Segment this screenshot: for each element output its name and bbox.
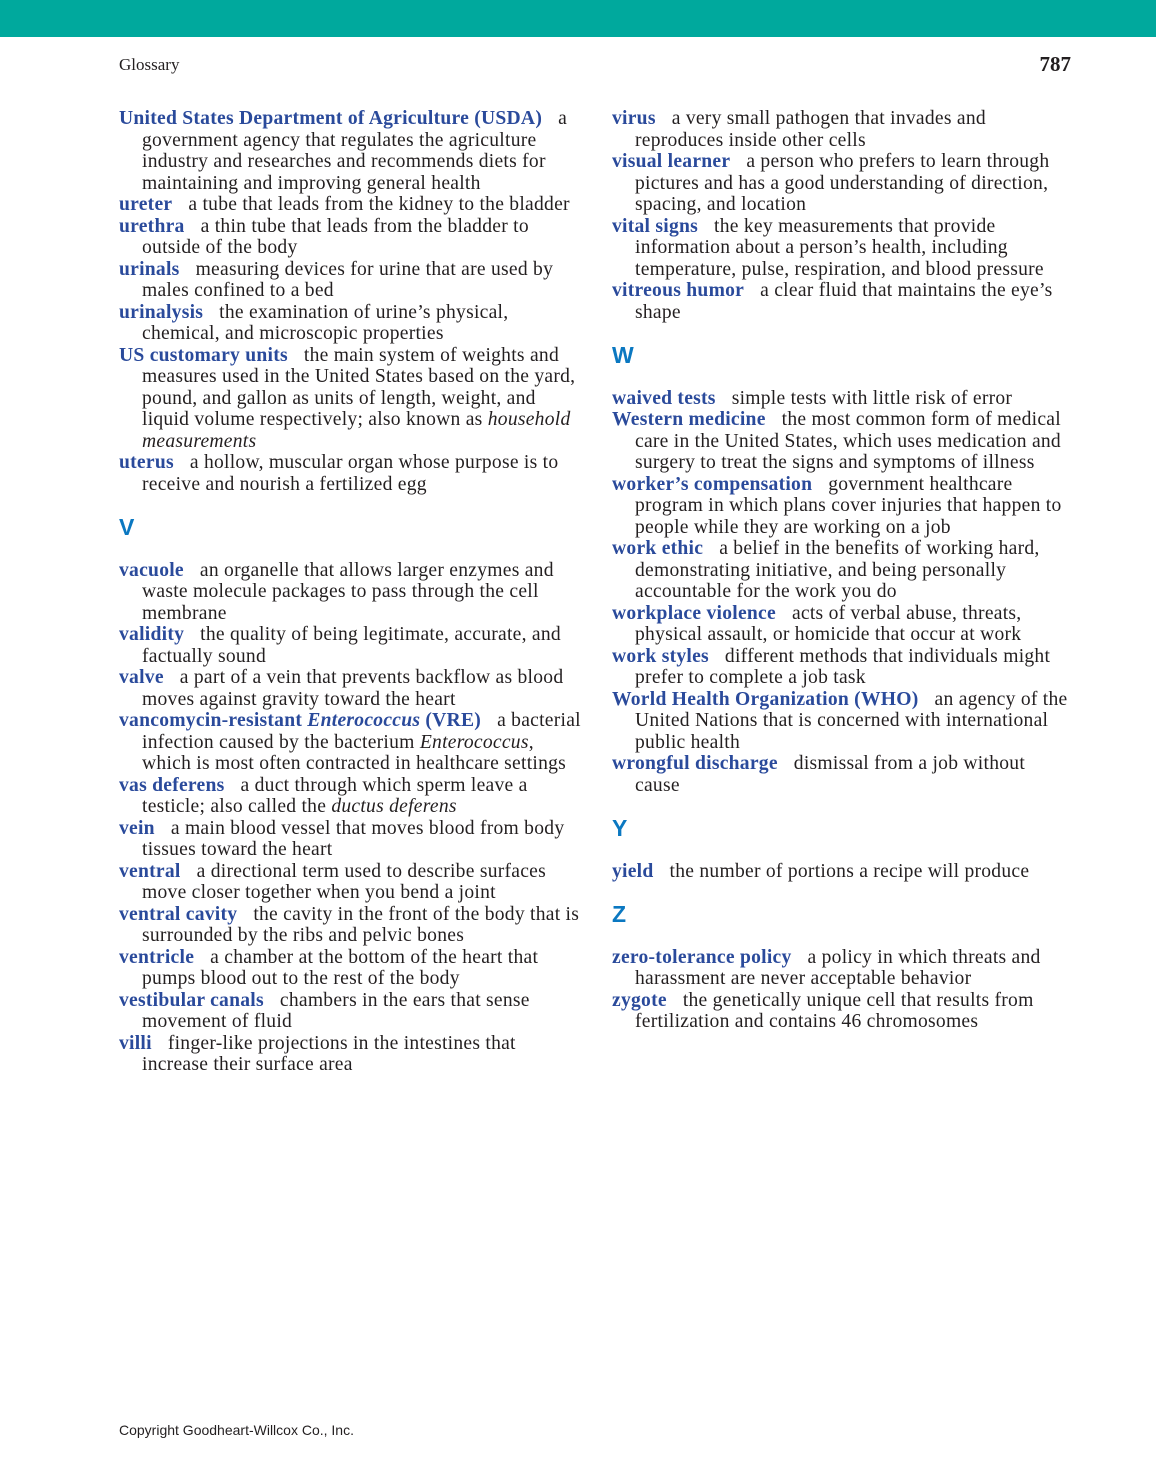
glossary-term bbox=[119, 1033, 152, 1054]
glossary-term bbox=[119, 990, 264, 1011]
glossary-entry bbox=[119, 990, 581, 1033]
text-segment: a very small pathogen that invades and reproduces inside other cells bbox=[635, 108, 986, 151]
glossary-term bbox=[612, 689, 919, 710]
text-segment: ventricle bbox=[119, 946, 195, 968]
glossary-term bbox=[612, 388, 716, 409]
glossary-term bbox=[119, 259, 180, 280]
glossary-entry bbox=[612, 689, 1074, 754]
text-segment: government healthcare program in which plans cover injuries that happen to people while they are working on a job bbox=[635, 473, 1062, 538]
glossary-definition bbox=[142, 216, 529, 259]
glossary-term bbox=[612, 753, 778, 774]
glossary-term bbox=[119, 194, 172, 215]
text-segment: the key measurements that provide information about a person’s health, including temperature, pulse, respiration, and blood pressure bbox=[635, 215, 1044, 280]
glossary-term bbox=[612, 280, 744, 301]
glossary-term bbox=[119, 947, 194, 968]
text-segment: a clear fluid that maintains the eye’s shape bbox=[635, 280, 1053, 323]
text-segment: a belief in the benefits of working hard, demonstrating initiative, and being personally accountable for the work you do bbox=[635, 538, 1040, 602]
text-segment: an organelle that allows larger enzymes and waste molecule packages to pass through the cell membrane bbox=[142, 559, 554, 624]
glossary-entry bbox=[119, 452, 581, 495]
glossary-entry bbox=[119, 818, 581, 861]
glossary-term bbox=[612, 538, 703, 559]
glossary-entry bbox=[119, 775, 581, 818]
text-segment: vacuole bbox=[119, 559, 184, 581]
text-segment: ventral bbox=[119, 860, 181, 882]
glossary-entry bbox=[119, 947, 581, 990]
header-color-band bbox=[0, 0, 1156, 37]
glossary-definition bbox=[142, 947, 538, 990]
text-segment: a hollow, muscular organ whose purpose is to receive and nourish a fertilized egg bbox=[142, 452, 559, 495]
glossary-definition bbox=[142, 861, 546, 904]
glossary-entry bbox=[612, 409, 1074, 474]
glossary-entry bbox=[612, 753, 1074, 796]
glossary-term bbox=[612, 646, 709, 667]
text-segment: uterus bbox=[119, 452, 174, 473]
section-letter-heading: Y bbox=[612, 814, 628, 841]
glossary-term bbox=[119, 560, 184, 581]
glossary-term bbox=[612, 151, 730, 172]
text-segment: urinalysis bbox=[119, 301, 204, 323]
glossary-column-right bbox=[612, 108, 1074, 1033]
text-segment: vancomycin-resistant bbox=[119, 710, 308, 731]
glossary-term bbox=[119, 345, 288, 366]
glossary-definition bbox=[142, 259, 553, 302]
text-segment: measuring devices for urine that are used by males confined to a bed bbox=[142, 258, 554, 301]
text-segment: zero-tolerance policy bbox=[612, 946, 792, 968]
glossary-entry bbox=[612, 947, 1074, 990]
glossary-term bbox=[612, 474, 812, 495]
text-segment: a part of a vein that prevents backflow as blood moves against gravity toward the heart bbox=[142, 667, 564, 710]
text-segment: the number of portions a recipe will produce bbox=[669, 860, 1030, 882]
glossary-entry bbox=[119, 259, 581, 302]
glossary-term bbox=[119, 710, 481, 731]
glossary-entry bbox=[119, 904, 581, 947]
glossary-definition bbox=[142, 560, 554, 624]
glossary-entry bbox=[612, 603, 1074, 646]
text-segment: Enterococcus bbox=[419, 731, 529, 753]
glossary-definition bbox=[142, 624, 561, 667]
text-segment: US customary units bbox=[119, 344, 288, 366]
running-title: Glossary bbox=[119, 55, 180, 74]
text-segment: validity bbox=[119, 624, 185, 645]
glossary-term bbox=[612, 108, 656, 129]
glossary-term bbox=[612, 216, 698, 237]
glossary-term bbox=[119, 818, 155, 839]
text-segment: Enterococcus bbox=[307, 710, 421, 731]
text-segment: a tube that leads from the kidney to the bladder bbox=[188, 194, 570, 215]
page-number: 787 bbox=[1039, 52, 1071, 76]
text-segment: finger-like projections in the intestines that increase their surface area bbox=[142, 1032, 516, 1075]
text-segment: wrongful discharge bbox=[612, 753, 778, 774]
text-segment: valve bbox=[119, 667, 164, 688]
glossary-entry bbox=[612, 388, 1074, 410]
glossary-definition bbox=[142, 452, 558, 495]
text-segment: virus bbox=[612, 108, 656, 129]
glossary-term bbox=[119, 302, 203, 323]
glossary-entry bbox=[119, 194, 581, 216]
glossary-entry bbox=[119, 108, 581, 194]
text-segment: work styles bbox=[612, 645, 709, 667]
text-segment: Western medicine bbox=[612, 409, 766, 430]
glossary-entry bbox=[612, 861, 1074, 883]
glossary-definition bbox=[142, 1033, 516, 1076]
glossary-entry bbox=[612, 108, 1074, 151]
text-segment: the cavity in the front of the body that is surrounded by the ribs and pelvic bones bbox=[142, 903, 580, 946]
text-segment: a main blood vessel that moves blood from body tissues toward the heart bbox=[142, 817, 565, 860]
text-segment: chambers in the ears that sense movement of fluid bbox=[142, 989, 530, 1032]
text-segment: yield bbox=[612, 860, 654, 882]
glossary-entry bbox=[119, 861, 581, 904]
text-segment: , which is most often contracted in healthcare settings bbox=[142, 731, 567, 774]
text-segment: the quality of being legitimate, accurate, and factually sound bbox=[142, 624, 561, 667]
glossary-term bbox=[119, 861, 181, 882]
text-segment: zygote bbox=[612, 989, 667, 1011]
text-segment: the examination of urine’s physical, chemical, and microscopic properties bbox=[142, 301, 509, 344]
glossary-definition bbox=[142, 667, 563, 710]
text-segment: an agency of the United Nations that is concerned with international public health bbox=[635, 688, 1068, 753]
section-letter-heading: V bbox=[119, 513, 135, 540]
text-segment: urethra bbox=[119, 215, 185, 237]
glossary-definition bbox=[670, 861, 1030, 882]
glossary-term bbox=[119, 904, 237, 925]
glossary-entry bbox=[119, 667, 581, 710]
text-segment: vein bbox=[119, 817, 155, 839]
glossary-entry bbox=[119, 624, 581, 667]
glossary-term bbox=[612, 409, 766, 430]
text-segment: urinals bbox=[119, 258, 180, 280]
text-segment: ductus deferens bbox=[331, 796, 457, 817]
glossary-column-left bbox=[119, 108, 581, 1076]
glossary-entry bbox=[119, 216, 581, 259]
glossary-entry bbox=[612, 151, 1074, 216]
text-segment: a person who prefers to learn through pictures and has a good understanding of direction, spacing, and location bbox=[635, 151, 1050, 215]
glossary-entry bbox=[119, 560, 581, 625]
text-segment: the genetically unique cell that results from fertilization and contains 46 chromosomes bbox=[635, 989, 1034, 1032]
glossary-term bbox=[612, 861, 654, 882]
text-segment: vas deferens bbox=[119, 774, 225, 796]
glossary-entry bbox=[612, 646, 1074, 689]
glossary-entry bbox=[612, 280, 1074, 323]
glossary-entry bbox=[119, 710, 581, 775]
text-segment: dismissal from a job without cause bbox=[635, 753, 1026, 796]
text-segment: waived tests bbox=[612, 387, 716, 409]
text-segment: acts of verbal abuse, threats, physical assault, or homicide that occur at work bbox=[635, 602, 1022, 645]
text-segment: the most common form of medical care in the United States, which uses medication and surgery to treat the signs and symptoms of illness bbox=[635, 409, 1061, 473]
text-segment: ventral cavity bbox=[119, 903, 238, 925]
text-segment: vitreous humor bbox=[612, 280, 745, 301]
text-segment: a duct through which sperm leave a testicle; also called the bbox=[142, 774, 528, 817]
text-segment: workplace violence bbox=[612, 602, 776, 624]
glossary-term bbox=[119, 216, 185, 237]
text-segment: different methods that individuals might prefer to complete a job task bbox=[635, 645, 1051, 688]
text-segment: vital signs bbox=[612, 215, 699, 237]
glossary-entry bbox=[119, 1033, 581, 1076]
section-letter-heading: Z bbox=[612, 900, 627, 927]
text-segment: work ethic bbox=[612, 538, 704, 559]
text-segment: a policy in which threats and harassment are never acceptable behavior bbox=[635, 946, 1041, 989]
text-segment: the main system of weights and measures used in the United States based on the yard, pound, and gallon as units of length, weight, and liquid volume respectively; also known as bbox=[142, 344, 576, 430]
glossary-entry bbox=[612, 538, 1074, 603]
text-segment: World Health Organization (WHO) bbox=[612, 688, 919, 710]
glossary-definition bbox=[635, 990, 1034, 1033]
glossary-term bbox=[612, 990, 667, 1011]
glossary-term bbox=[612, 603, 776, 624]
glossary-term bbox=[119, 452, 174, 473]
glossary-term bbox=[612, 947, 792, 968]
glossary-definition bbox=[732, 388, 1013, 409]
text-segment: a government agency that regulates the agriculture industry and researches and recommends diets for maintaining and improving general health bbox=[142, 108, 568, 194]
text-segment: a thin tube that leads from the bladder to outside of the body bbox=[142, 215, 529, 258]
text-segment: a directional term used to describe surfaces move closer together when you bend a joint bbox=[142, 860, 547, 903]
text-segment: household measurements bbox=[142, 409, 571, 452]
text-segment: simple tests with little risk of error bbox=[731, 387, 1013, 409]
glossary-definition bbox=[635, 108, 986, 151]
text-segment: visual learner bbox=[612, 151, 731, 172]
text-segment: worker’s compensation bbox=[612, 473, 813, 495]
text-segment: villi bbox=[119, 1032, 152, 1054]
glossary-entry bbox=[119, 302, 581, 345]
glossary-term bbox=[119, 775, 225, 796]
text-segment: United States Department of Agriculture (USDA) bbox=[119, 108, 543, 129]
section-letter-heading: W bbox=[612, 341, 634, 368]
text-segment: vestibular canals bbox=[119, 989, 264, 1011]
text-segment: ureter bbox=[119, 194, 173, 215]
glossary-term bbox=[119, 667, 164, 688]
glossary-definition bbox=[142, 818, 564, 861]
copyright-notice: Copyright Goodheart-Willcox Co., Inc. bbox=[119, 1422, 354, 1438]
text-segment: a chamber at the bottom of the heart that pumps blood out to the rest of the body bbox=[142, 946, 539, 989]
glossary-entry bbox=[612, 474, 1074, 539]
text-segment: a bacterial infection caused by the bacterium bbox=[142, 710, 581, 753]
glossary-entry bbox=[612, 990, 1074, 1033]
text-segment: (VRE) bbox=[420, 710, 482, 731]
glossary-definition bbox=[188, 194, 569, 215]
glossary-entry bbox=[612, 216, 1074, 281]
glossary-term bbox=[119, 624, 184, 645]
glossary-entry bbox=[119, 345, 581, 453]
glossary-term bbox=[119, 108, 542, 129]
